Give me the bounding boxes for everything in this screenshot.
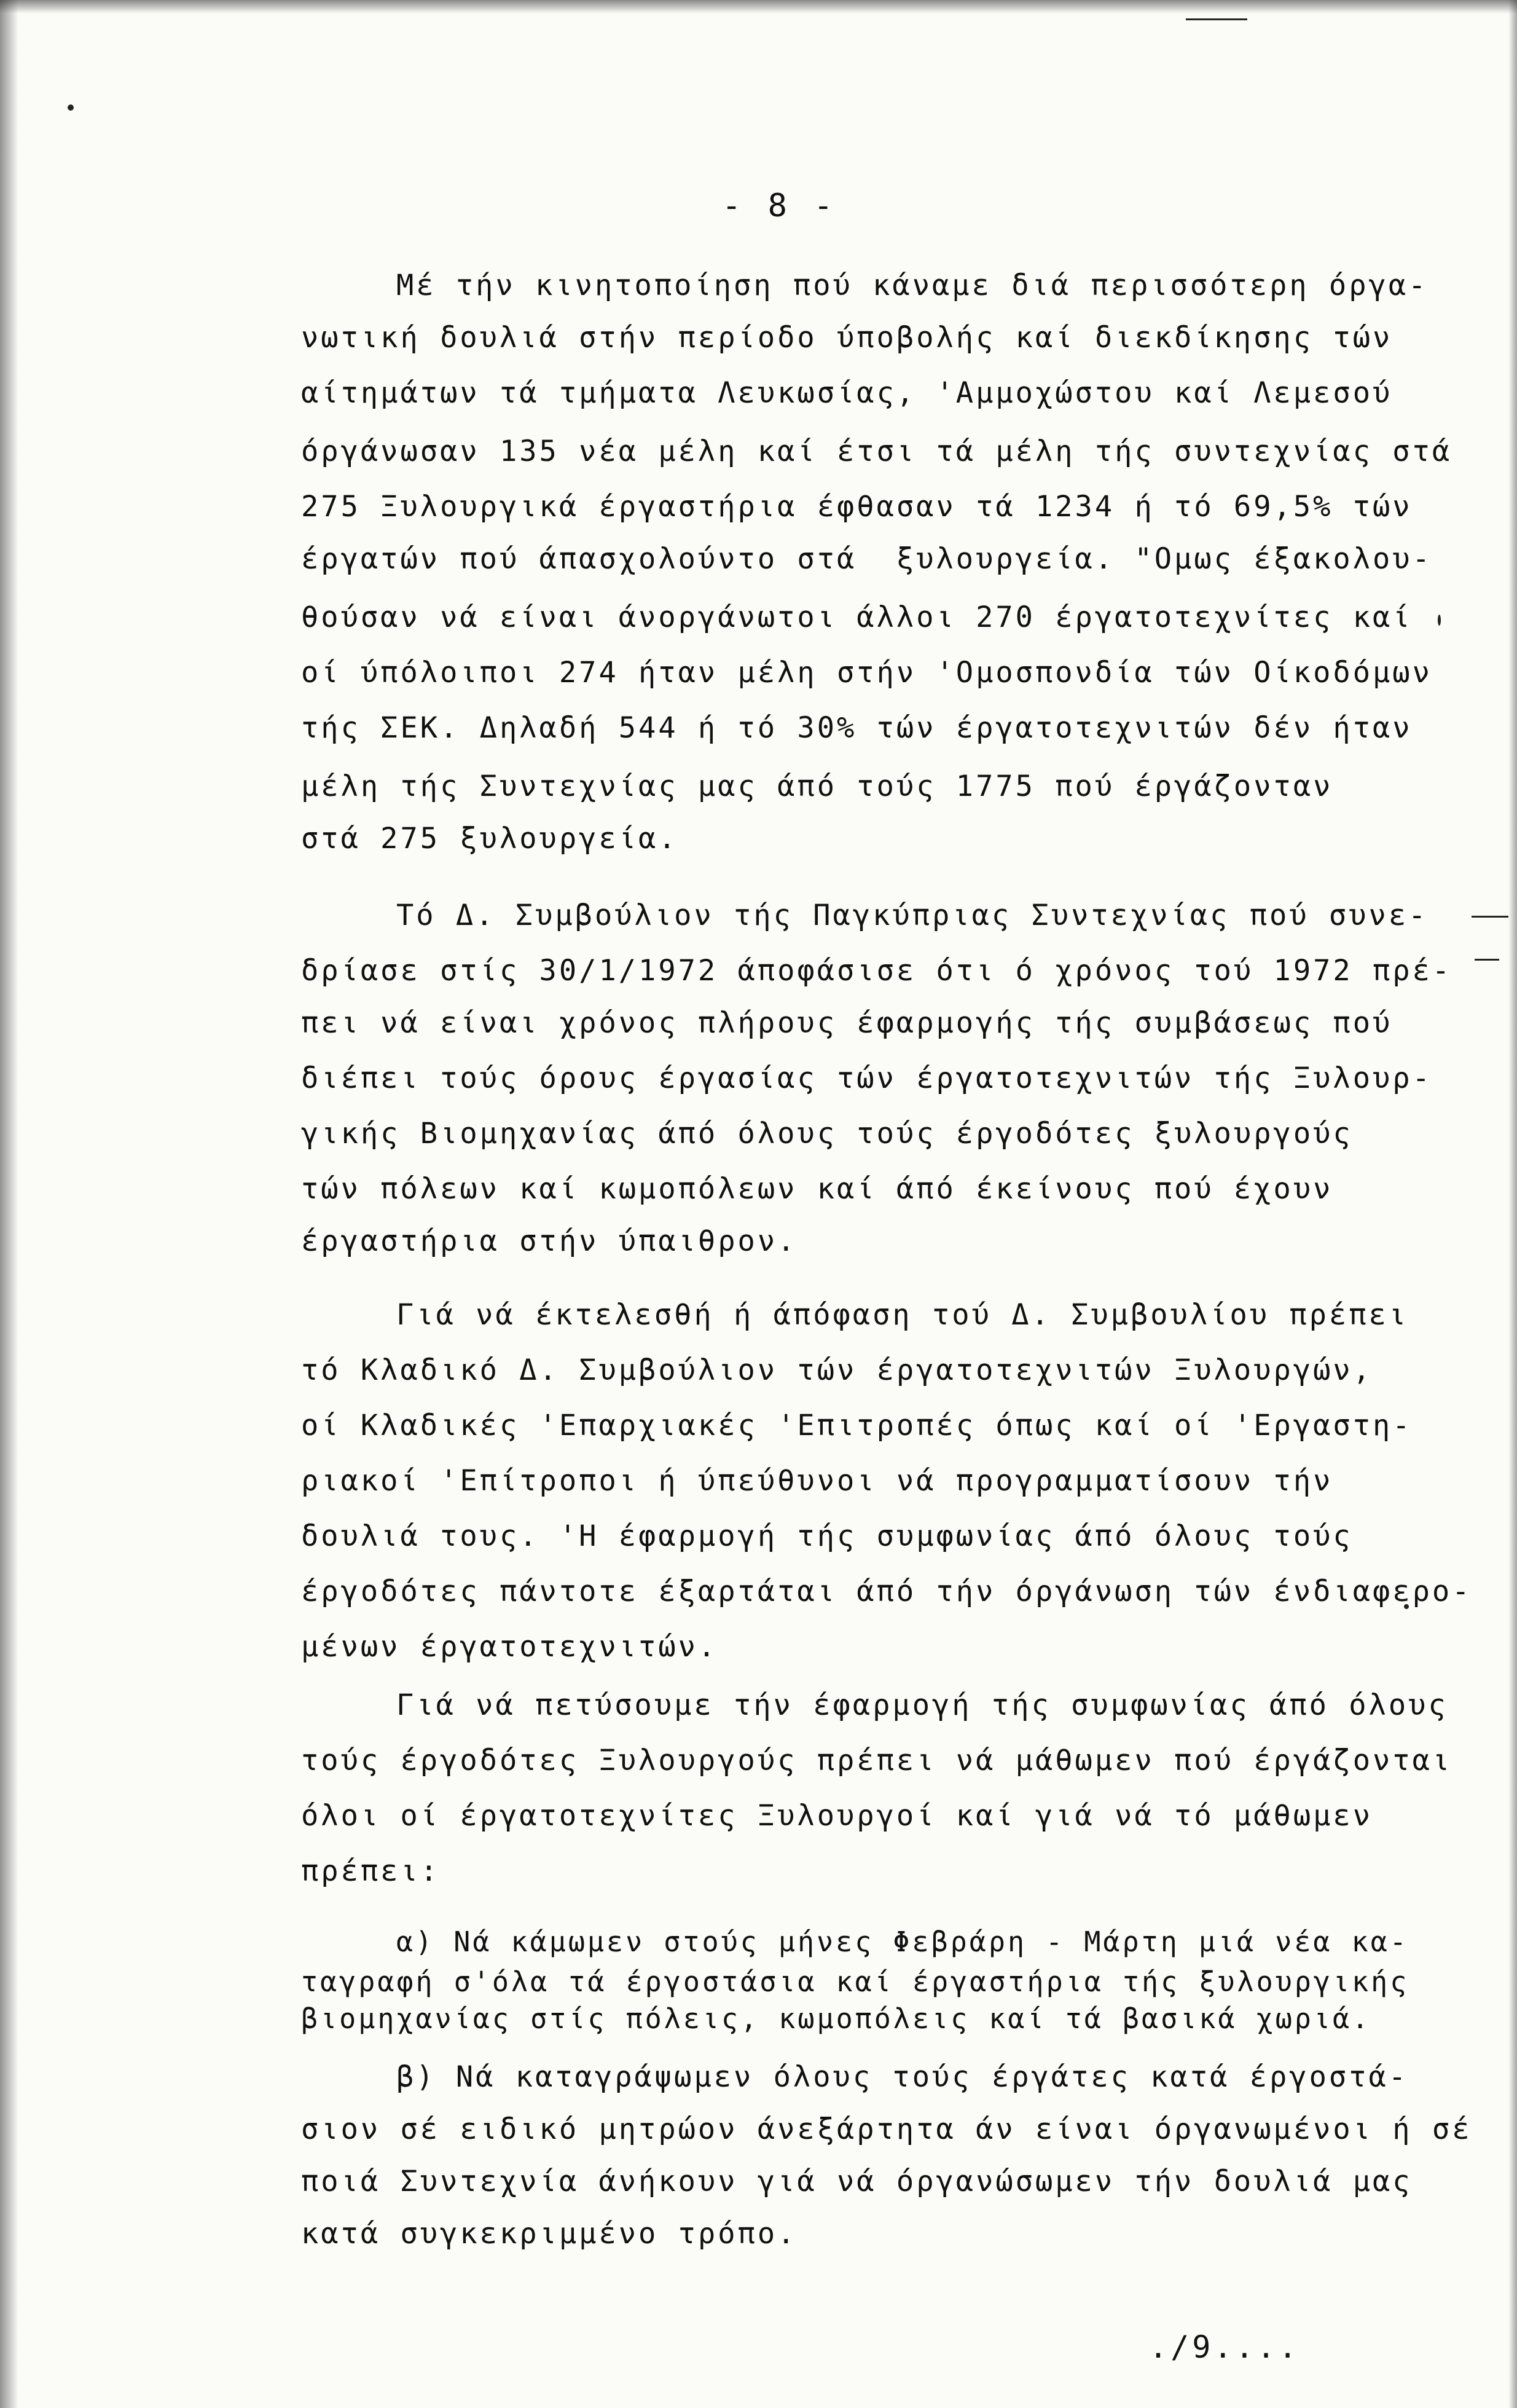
paragraph-2-line: έργαστήρια στήν ύπαιθρον. bbox=[301, 1224, 798, 1258]
scan-speck bbox=[1472, 916, 1508, 918]
paragraph-1-line: τής ΣΕΚ. Δηλαδή 544 ή τό 30% τών έργατοτεχνιτών δέν ήταν bbox=[301, 711, 1413, 745]
scan-speck bbox=[1186, 18, 1247, 20]
paragraph-3-line: μένων έργατοτεχνιτών. bbox=[301, 1630, 718, 1664]
paragraph-3-line: Γιά νά έκτελεσθή ή άπόφαση τού Δ. Συμβουλίου πρέπει bbox=[396, 1298, 1409, 1332]
paragraph-4-line: όλοι οί έργατοτεχνίτες Ξυλουργοί καί γιά νά τό μάθωμεν bbox=[301, 1799, 1373, 1833]
paragraph-1-line: οί ύπόλοιποι 274 ήταν μέλη στήν 'Ομοσπονδία τών Οίκοδόμων bbox=[301, 656, 1432, 690]
scan-speck bbox=[68, 104, 74, 111]
paragraph-3-line: ριακοί 'Επίτροποι ή ύπεύθυνοι νά προγραμματίσουν τήν bbox=[301, 1464, 1333, 1498]
continuation-mark: ./9.... bbox=[1149, 2329, 1300, 2365]
paragraph-1-line: θούσαν νά είναι άνοργάνωτοι άλλοι 270 έργατοτεχνίτες καί bbox=[301, 600, 1413, 634]
paragraph-3-line: δουλιά τους. 'Η έφαρμογή τής συμφωνίας άπό όλους τούς bbox=[301, 1519, 1353, 1553]
paragraph-1-line: 275 Ξυλουργικά έργαστήρια έφθασαν τά 1234 ή τό 69,5% τών bbox=[301, 490, 1413, 524]
item-b-line: ποιά Συντεχνία άνήκουν γιά νά όργανώσωμεν τήν δουλιά μας bbox=[301, 2165, 1413, 2198]
scan-edge-right bbox=[1508, 0, 1517, 2408]
item-b-line: σιον σέ ειδικό μητρώον άνεξάρτητα άν είναι όργανωμένοι ή σέ bbox=[301, 2112, 1472, 2146]
paragraph-2-line: Τό Δ. Συμβούλιον τής Παγκύπριας Συντεχνίας πού συνε- bbox=[396, 899, 1429, 932]
item-b-line: κατά συγκεκριμμένο τρόπο. bbox=[301, 2217, 798, 2251]
paragraph-1-line: νωτική δουλιά στήν περίοδο ύποβολής καί διεκδίκησης τών bbox=[301, 321, 1393, 355]
scan-edge-top bbox=[0, 0, 1517, 14]
paragraph-4-line: τούς έργοδότες Ξυλουργούς πρέπει νά μάθωμεν πού έργάζονται bbox=[301, 1744, 1452, 1777]
paragraph-1-line: έργατών πού άπασχολούντο στά ξυλουργεία. "Ομως έξακολου- bbox=[301, 542, 1432, 576]
item-b-line: β) Νά καταγράψωμεν όλους τούς έργάτες κατά έργοστά- bbox=[396, 2060, 1409, 2094]
paragraph-1-line: αίτημάτων τά τμήματα Λευκωσίας, 'Αμμοχώστου καί Λεμεσού bbox=[301, 376, 1393, 410]
item-a-line: α) Νά κάμωμεν στούς μήνες Φεβράρη - Μάρτη μιά νέα κα- bbox=[396, 1926, 1409, 1958]
paragraph-1-line: μέλη τής Συντεχνίας μας άπό τούς 1775 πού έργάζονταν bbox=[301, 769, 1333, 803]
paragraph-2-line: γικής Βιομηχανίας άπό όλους τούς έργοδότες ξυλουργούς bbox=[301, 1117, 1353, 1151]
paragraph-2-line: δρίασε στίς 30/1/1972 άποφάσισε ότι ό χρόνος τού 1972 πρέ- bbox=[301, 954, 1452, 988]
scan-edge-left bbox=[0, 0, 18, 2408]
item-a-line: βιομηχανίας στίς πόλεις, κωμοπόλεις καί τά βασικά χωριά. bbox=[301, 2002, 1371, 2035]
paragraph-2-line: διέπει τούς όρους έργασίας τών έργατοτεχνιτών τής Ξυλουρ- bbox=[301, 1061, 1432, 1095]
paragraph-4-line: Γιά νά πετύσουμε τήν έφαρμογή τής συμφωνίας άπό όλους bbox=[396, 1688, 1448, 1722]
page-number: - 8 - bbox=[722, 187, 837, 224]
scan-speck bbox=[1475, 959, 1499, 961]
paragraph-1-line: στά 275 ξυλουργεία. bbox=[301, 822, 678, 856]
paragraph-2-line: τών πόλεων καί κωμοπόλεων καί άπό έκείνους πού έχουν bbox=[301, 1172, 1333, 1206]
paragraph-3-line: οί Κλαδικές 'Επαρχιακές 'Επιτροπές όπως καί οί 'Εργαστη- bbox=[301, 1409, 1413, 1442]
paragraph-3-line: τό Κλαδικό Δ. Συμβούλιον τών έργατοτεχνιτών Ξυλουργών, bbox=[301, 1353, 1373, 1387]
paragraph-4-line: πρέπει: bbox=[301, 1854, 441, 1888]
paragraph-1-line: Μέ τήν κινητοποίηση πού κάναμε διά περισσότερη όργα- bbox=[396, 269, 1429, 302]
paragraph-2-line: πει νά είναι χρόνος πλήρους έφαρμογής τής συμβάσεως πού bbox=[301, 1006, 1393, 1040]
paragraph-1-line: όργάνωσαν 135 νέα μέλη καί έτσι τά μέλη τής συντεχνίας στά bbox=[301, 435, 1452, 468]
scan-speck bbox=[1438, 615, 1441, 626]
item-a-line: ταγραφή σ'όλα τά έργοστάσια καί έργαστήρια τής ξυλουργικής bbox=[301, 1965, 1409, 1998]
paragraph-3-line: έργοδότες πάντοτε έξαρτάται άπό τήν όργάνωση τών ένδιαφερο- bbox=[301, 1575, 1472, 1608]
